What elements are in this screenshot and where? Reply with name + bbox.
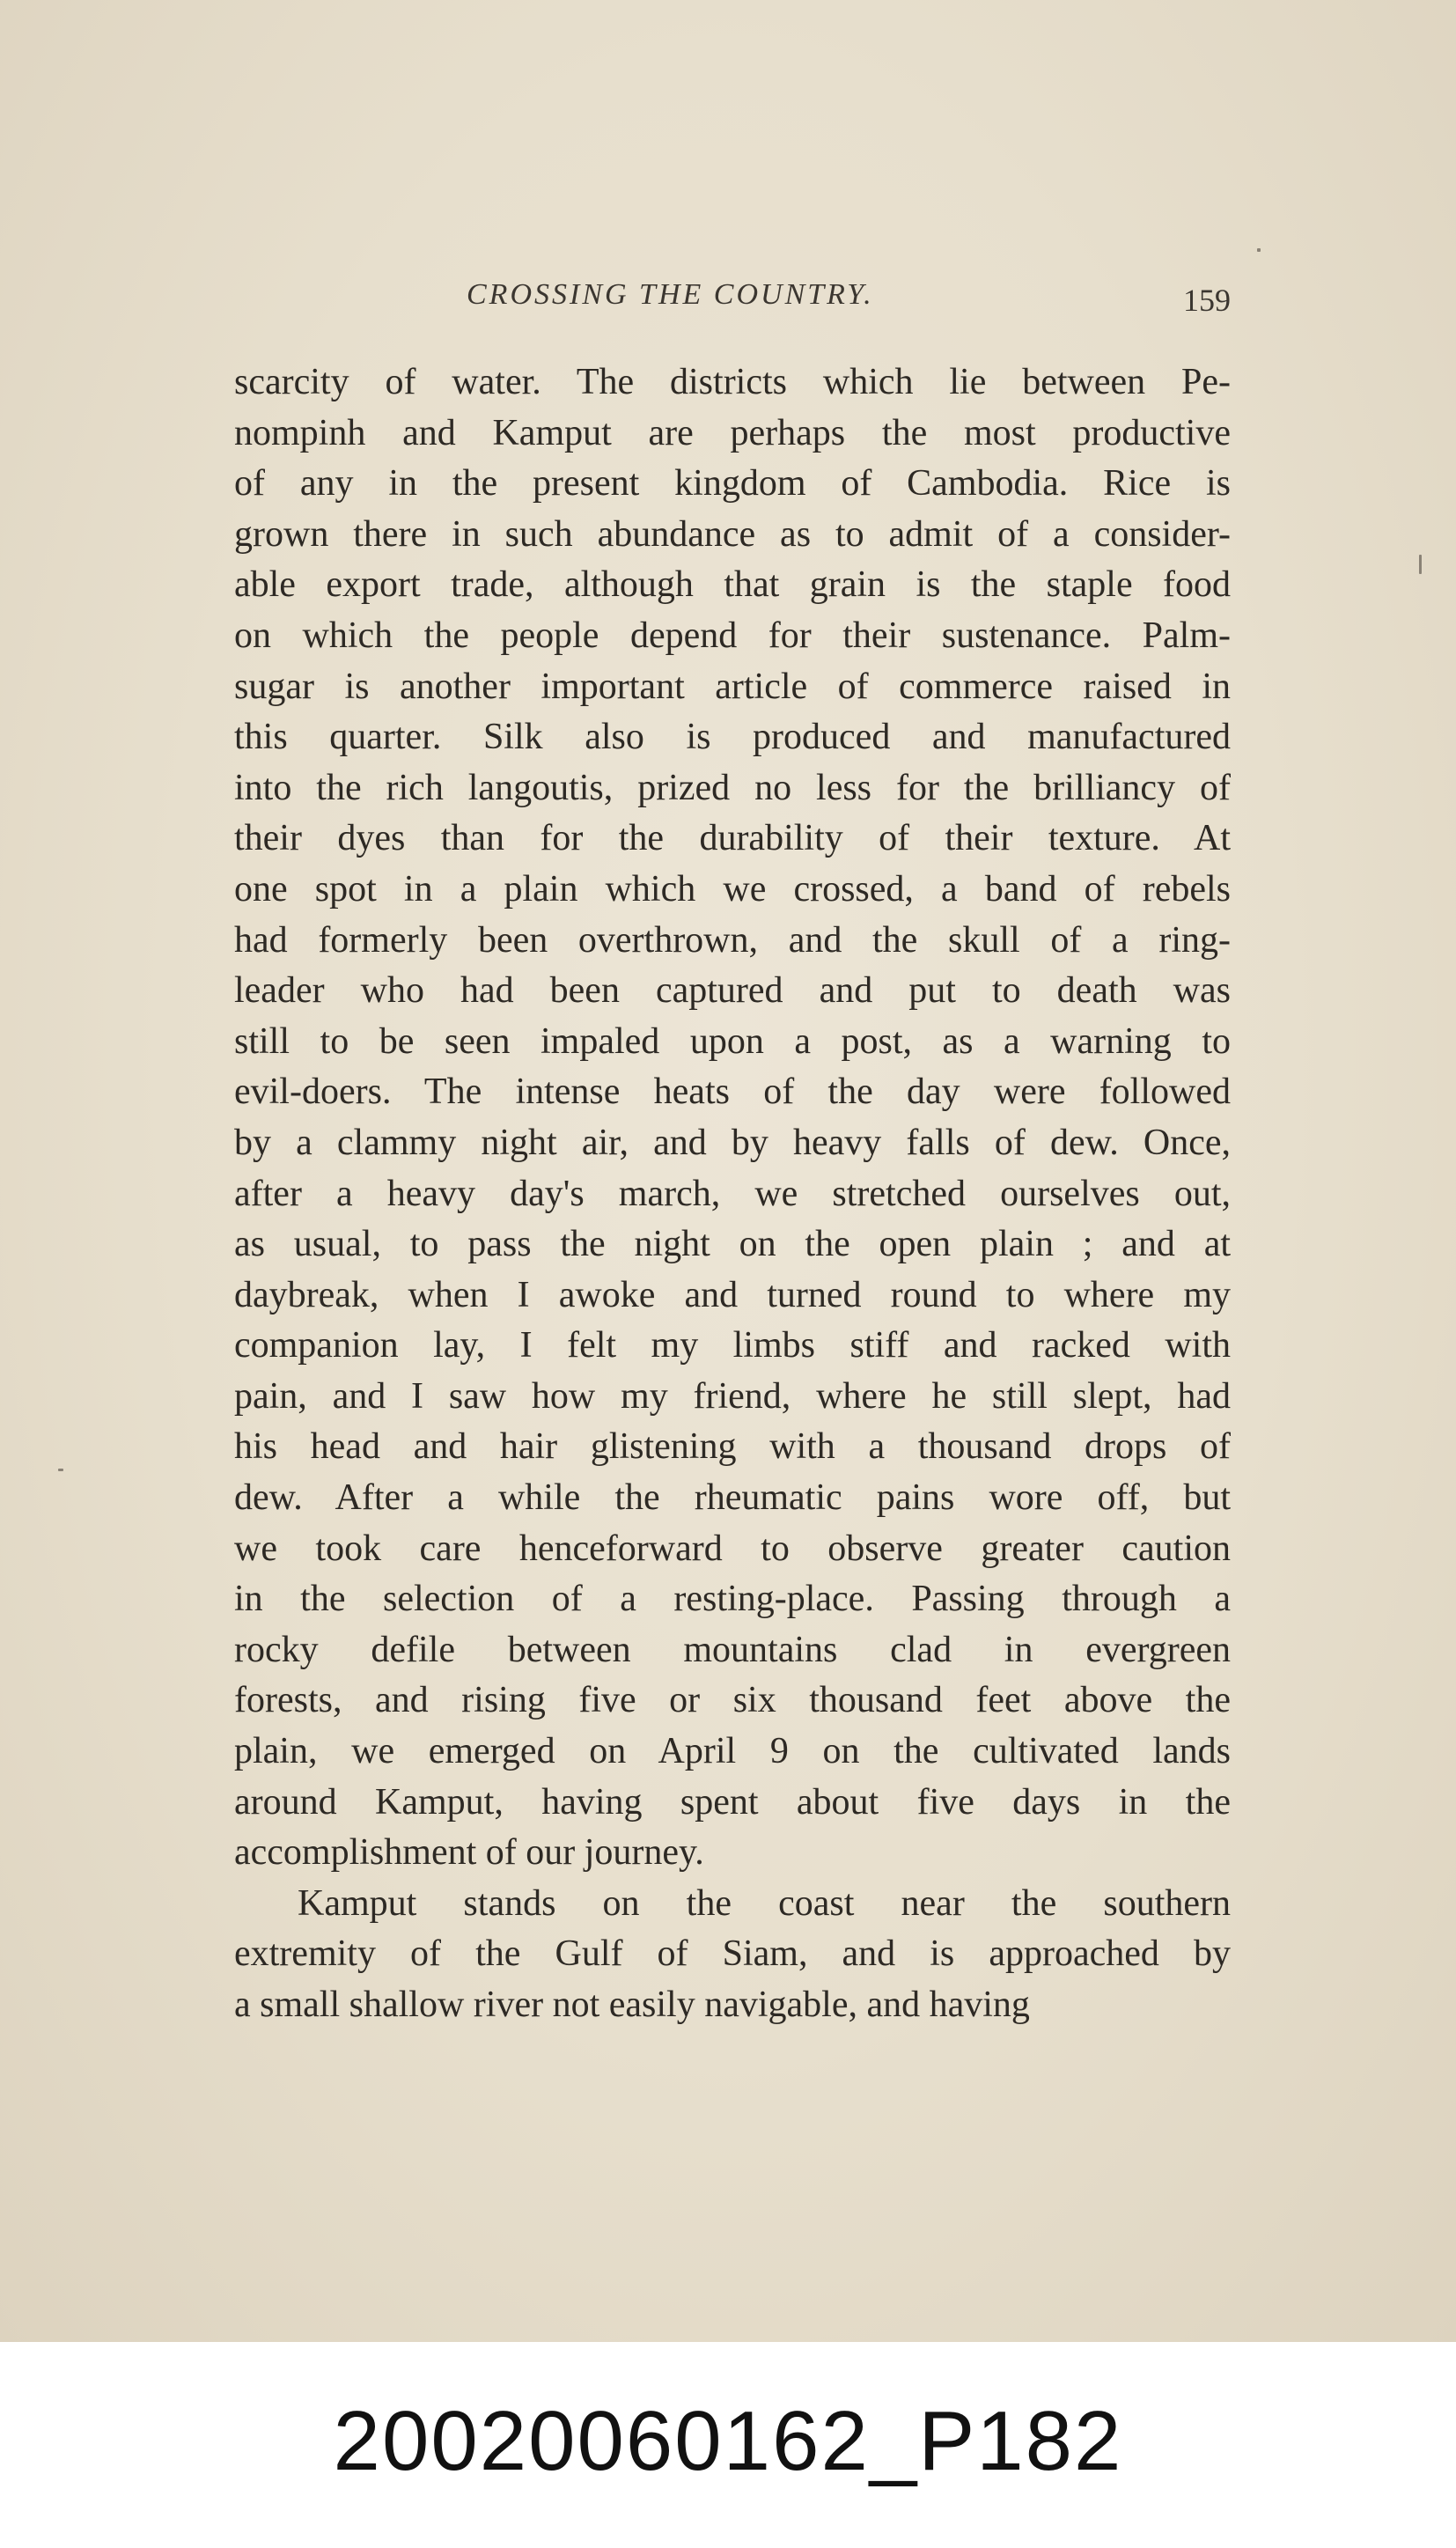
text-line: scarcity of water. The districts which lie between Pe- [234, 362, 1231, 402]
text-line: nompinh and Kamput are perhaps the most productive [234, 412, 1231, 453]
text-line: plain, we emerged on April 9 on the cultivated lands [234, 1731, 1231, 1772]
text-line: pain, and I saw how my friend, where he still slept, had [234, 1375, 1231, 1417]
text-line: we took care henceforward to observe greater caution [234, 1528, 1231, 1569]
text-line: around Kamput, having spent about five days in the [234, 1781, 1231, 1823]
text-line: a small shallow river not easily navigable, and having [234, 1985, 1030, 2025]
text-line: companion lay, I felt my limbs stiff and racked with [234, 1325, 1231, 1366]
running-head: CROSSING THE COUNTRY. [467, 278, 874, 311]
text-line: after a heavy day's march, we stretched ourselves out, [234, 1173, 1231, 1214]
text-line: their dyes than for the durability of their texture. At [234, 818, 1231, 859]
text-line: forests, and rising five or six thousand feet above the [234, 1680, 1231, 1721]
catalog-identifier: 20020060162_P182 [333, 2394, 1123, 2488]
margin-mark [58, 1469, 63, 1471]
margin-mark [1257, 248, 1261, 252]
text-line: in the selection of a resting-place. Passing through a [234, 1579, 1231, 1620]
text-line: daybreak, when I awoke and turned round to where my [234, 1274, 1231, 1315]
text-line: had formerly been overthrown, and the skull of a ring- [234, 919, 1231, 961]
text-line: by a clammy night air, and by heavy falls of dew. Once, [234, 1122, 1231, 1163]
text-line: dew. After a while the rheumatic pains wore off, but [234, 1477, 1231, 1519]
text-line: grown there in such abundance as to admit of a consider- [234, 513, 1231, 555]
text-line: rocky defile between mountains clad in evergreen [234, 1629, 1231, 1670]
text-line: on which the people depend for their sustenance. Palm- [234, 615, 1231, 656]
text-line: as usual, to pass the night on the open plain ; and at [234, 1224, 1231, 1265]
text-line: extremity of the Gulf of Siam, and is approached by [234, 1933, 1231, 1975]
body-text [234, 357, 1231, 2031]
text-line: Kamput stands on the coast near the southern [298, 1882, 1231, 1924]
text-line: this quarter. Silk also is produced and manufactured [234, 717, 1231, 758]
text-line: accomplishment of our journey. [234, 1832, 704, 1874]
page-number: 159 [1183, 283, 1231, 318]
text-line: sugar is another important article of commerce raised in [234, 666, 1231, 707]
text-line: still to be seen impaled upon a post, as a warning to [234, 1020, 1231, 1062]
text-line: evil-doers. The intense heats of the day were followed [234, 1071, 1231, 1113]
text-line: his head and hair glistening with a thousand drops of [234, 1426, 1231, 1468]
text-line: leader who had been captured and put to death was [234, 970, 1231, 1012]
text-line: into the rich langoutis, prized no less for the brilliancy of [234, 767, 1231, 808]
text-line: of any in the present kingdom of Cambodia. Rice is [234, 463, 1231, 504]
text-line: able export trade, although that grain is the staple food [234, 564, 1231, 606]
text-line: one spot in a plain which we crossed, a band of rebels [234, 868, 1231, 909]
margin-mark [1419, 555, 1422, 574]
